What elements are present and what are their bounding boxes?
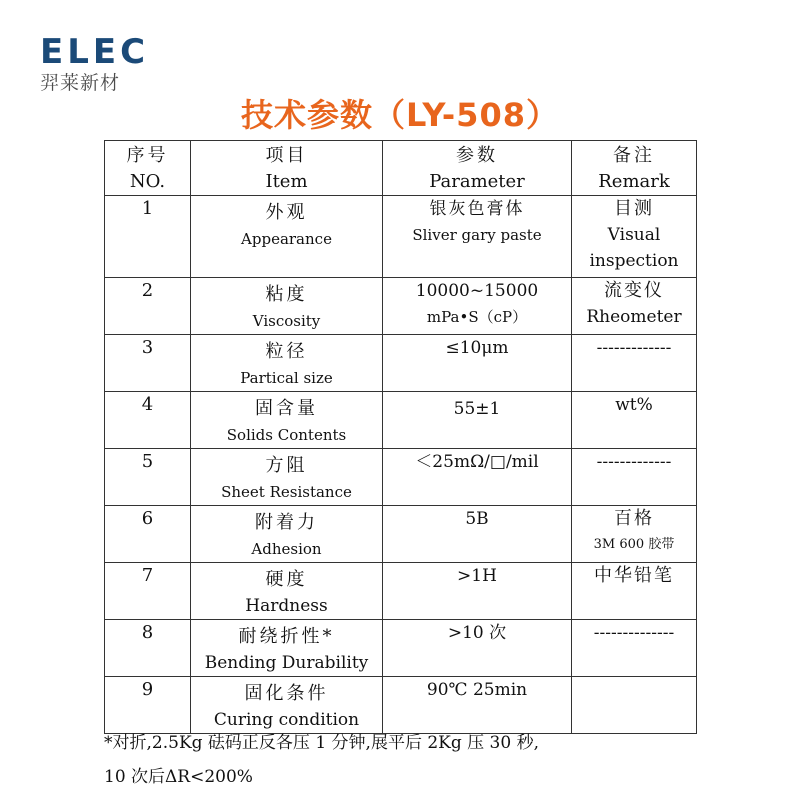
- item-en: Appearance: [241, 230, 332, 248]
- header-remark: [572, 141, 697, 196]
- item-en: Partical size: [240, 369, 333, 387]
- item-zh: 粒径: [265, 341, 308, 362]
- item-zh: 粘度: [265, 284, 308, 305]
- table-row: [105, 335, 697, 392]
- row-remark: [572, 335, 697, 392]
- parameter-value: 5B: [465, 509, 489, 529]
- remark-value: 目测: [614, 198, 654, 219]
- remark-value: 中华铅笔: [594, 565, 674, 586]
- table-row: [105, 449, 697, 506]
- footnote-line-1: *对折,2.5Kg 砝码正反各压 1 分钟,展平后 2Kg 压 30 秒,: [104, 733, 540, 753]
- remark-sub: -------------: [596, 452, 672, 472]
- header-parameter-zh: 参数: [456, 145, 498, 166]
- table-row: [105, 278, 697, 335]
- row-parameter: [383, 620, 572, 677]
- parameter-value: >1H: [457, 566, 497, 586]
- row-item: [191, 449, 383, 506]
- header-parameter: [383, 141, 572, 196]
- parameter-value: ＜25mΩ/□/mil: [415, 452, 539, 472]
- item-zh: 固含量: [255, 398, 318, 419]
- row-parameter: [383, 196, 572, 278]
- remark-sub: Visual inspection: [589, 225, 679, 271]
- remark-sub: -------------: [596, 338, 672, 358]
- page-title: 技术参数（LY-508）: [241, 96, 559, 134]
- item-en: Curing condition: [213, 710, 360, 730]
- row-remark: [572, 506, 697, 563]
- header-item-zh: 项目: [265, 145, 308, 166]
- remark-sub: wt%: [615, 395, 653, 415]
- item-en: Hardness: [245, 596, 328, 616]
- parameter-value: 55±1: [453, 399, 501, 419]
- item-en: Sheet Resistance: [221, 483, 352, 501]
- parameter-value: 10000~15000: [415, 281, 539, 301]
- logo-brand-text: ELEC: [40, 32, 150, 72]
- row-item: [191, 196, 383, 278]
- header-item-en: Item: [265, 171, 308, 192]
- remark-value: 流变仪: [604, 280, 664, 301]
- row-no: 4: [105, 392, 191, 449]
- footnote-line-2: 10 次后ΔR<200%: [104, 767, 253, 787]
- row-no: 8: [105, 620, 191, 677]
- row-remark: [572, 449, 697, 506]
- row-parameter: [383, 392, 572, 449]
- row-no: 7: [105, 563, 191, 620]
- row-no: 6: [105, 506, 191, 563]
- parameter-sub: Sliver gary paste: [412, 226, 542, 244]
- table-header-row: [105, 141, 697, 196]
- row-remark: [572, 278, 697, 335]
- row-item: [191, 506, 383, 563]
- row-no: 1: [105, 196, 191, 278]
- parameter-value: >10 次: [447, 623, 507, 643]
- table-row: [105, 196, 697, 278]
- remark-sub: 3M 600 胶带: [593, 537, 675, 552]
- item-zh: 方阻: [265, 455, 308, 476]
- parameter-value: 银灰色膏体: [429, 199, 525, 219]
- row-parameter: [383, 335, 572, 392]
- header-no-zh: 序号: [126, 145, 169, 166]
- header-no-en: NO.: [129, 171, 166, 192]
- spec-table: [104, 140, 697, 734]
- header-parameter-en: Parameter: [429, 171, 525, 192]
- table-row: [105, 392, 697, 449]
- row-parameter: [383, 677, 572, 734]
- row-item: [191, 278, 383, 335]
- row-remark: [572, 392, 697, 449]
- item-zh: 外观: [265, 202, 308, 223]
- item-en: Adhesion: [251, 540, 322, 558]
- remark-value: 百格: [614, 508, 654, 529]
- row-remark: [572, 196, 697, 278]
- row-item: [191, 677, 383, 734]
- row-item: [191, 392, 383, 449]
- item-zh: 耐绕折性*: [238, 626, 335, 647]
- row-no: 9: [105, 677, 191, 734]
- item-en: Solids Contents: [226, 426, 347, 444]
- parameter-value: 90℃ 25min: [426, 680, 528, 700]
- parameter-sub: mPa•S（cP）: [426, 308, 528, 326]
- header-no: [105, 141, 191, 196]
- row-no: 2: [105, 278, 191, 335]
- row-parameter: [383, 563, 572, 620]
- logo-subtitle: 羿莱新材: [40, 72, 121, 94]
- remark-sub: --------------: [593, 623, 675, 643]
- row-remark: [572, 620, 697, 677]
- item-en: Bending Durability: [204, 653, 369, 673]
- table-row: [105, 506, 697, 563]
- row-parameter: [383, 506, 572, 563]
- row-remark: [572, 677, 697, 734]
- row-no: 5: [105, 449, 191, 506]
- row-remark: [572, 563, 697, 620]
- item-zh: 硬度: [265, 569, 308, 590]
- footnote: [104, 726, 704, 794]
- header-remark-en: Remark: [598, 171, 670, 192]
- header-item: [191, 141, 383, 196]
- row-parameter: [383, 449, 572, 506]
- remark-sub: Rheometer: [586, 307, 682, 327]
- header-remark-zh: 备注: [613, 145, 655, 166]
- item-zh: 附着力: [255, 512, 318, 533]
- parameter-value: ≤10μm: [445, 338, 509, 358]
- row-item: [191, 620, 383, 677]
- table-row: [105, 620, 697, 677]
- table-row: [105, 677, 697, 734]
- brand-logo: [40, 34, 149, 96]
- row-item: [191, 563, 383, 620]
- row-no: 3: [105, 335, 191, 392]
- row-parameter: [383, 278, 572, 335]
- item-en: Viscosity: [252, 312, 321, 330]
- row-item: [191, 335, 383, 392]
- item-zh: 固化条件: [244, 683, 329, 704]
- table-row: [105, 563, 697, 620]
